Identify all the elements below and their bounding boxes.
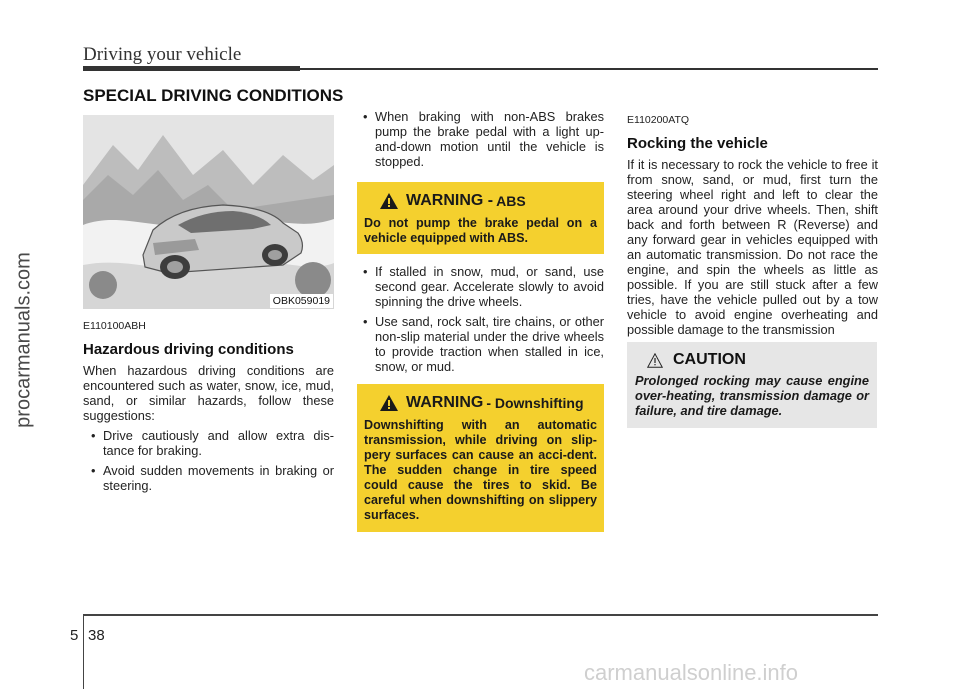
list-item: • Use sand, rock salt, tire chains, or other non-slip material under the drive wheels to provide traction when stalled in ice, snow, or mud.: [355, 314, 604, 374]
image-caption: OBK059019: [270, 294, 333, 308]
footer-rule: [83, 614, 878, 616]
header-rule-thick: [83, 66, 300, 71]
list-item: • Avoid sudden movements in braking or steering.: [83, 463, 334, 493]
caution-box: [627, 342, 877, 428]
hazardous-bullet-list: [83, 428, 334, 493]
list-item: • When braking with non-ABS brakes pump the brake pedal with a light up-and-down motion until the vehicle is stopped.: [355, 109, 604, 169]
hazardous-intro: When hazardous driving conditions are encountered such as water, snow, ice, mud, sand, or similar hazards, follow these suggestions:: [83, 363, 334, 423]
warning-downshifting-box: [357, 384, 604, 532]
warning-subject: - Downshifting: [486, 395, 584, 411]
warning-abs-box: [357, 182, 604, 254]
middle-column-bottom: [355, 264, 604, 379]
chapter-number: 5: [70, 627, 79, 644]
list-item: • If stalled in snow, mud, or sand, use second gear. Accelerate slowly to avoid spinning the drive wheels.: [355, 264, 604, 309]
warning-body: Downshifting with an automatic transmission, while driving on slip-pery surfaces can cause an acci-dent. The sudden change in tire speed could cause the tires to skid. Be careful when downshifting on slippery surfaces.: [364, 418, 597, 522]
warning-triangle-icon: [380, 193, 398, 209]
middle-column-top: [355, 109, 604, 174]
warning-triangle-icon: [380, 395, 398, 411]
caution-label: CAUTION: [673, 351, 746, 368]
braking-bullet-list: [355, 109, 604, 169]
warning-label: WARNING -: [406, 192, 494, 209]
footer-watermark: carmanualsonline.info: [584, 660, 799, 685]
car-illustration-graphic: [83, 115, 334, 309]
traction-bullet-list: [355, 264, 604, 374]
section-code: E110100ABH: [83, 320, 146, 332]
warning-subject: ABS: [496, 193, 526, 209]
car-in-snow-illustration: [83, 115, 334, 309]
rocking-heading: Rocking the vehicle: [627, 135, 768, 152]
running-header-title: Driving your vehicle: [83, 44, 242, 65]
header-rule-thin: [300, 68, 878, 70]
footer-vertical-rule: [83, 616, 84, 689]
warning-body: Do not pump the brake pedal on a vehicle equipped with ABS.: [364, 216, 597, 245]
left-column: [83, 319, 334, 498]
caution-triangle-icon: [647, 353, 663, 368]
rocking-body: If it is necessary to rock the vehicle to free it from snow, sand, or mud, first turn the steering wheel right and left to clear the area around your drive wheels. Then, shift back and forth between R (Reverse) and any forward gear in vehicles equipped with an automatic transmission. Do not race the engine, and spin the wheels as little as possible. If you are still stuck after a few tries, have the vehicle pulled out by a tow vehicle to avoid engine overheating and possible damage to the transmission: [627, 157, 878, 337]
page-number: 38: [88, 627, 105, 644]
warning-label: WARNING: [406, 394, 484, 411]
list-item: • Drive cautiously and allow extra dis-tance for braking.: [83, 428, 334, 458]
caution-body: Prolonged rocking may cause engine over-heating, transmission damage or failure, and tire damage.: [635, 373, 869, 418]
right-column: [627, 113, 878, 337]
side-watermark: procarmanuals.com: [12, 252, 35, 428]
section-code: E110200ATQ: [627, 114, 690, 126]
section-title: SPECIAL DRIVING CONDITIONS: [83, 86, 344, 105]
hazardous-heading: Hazardous driving conditions: [83, 341, 294, 358]
